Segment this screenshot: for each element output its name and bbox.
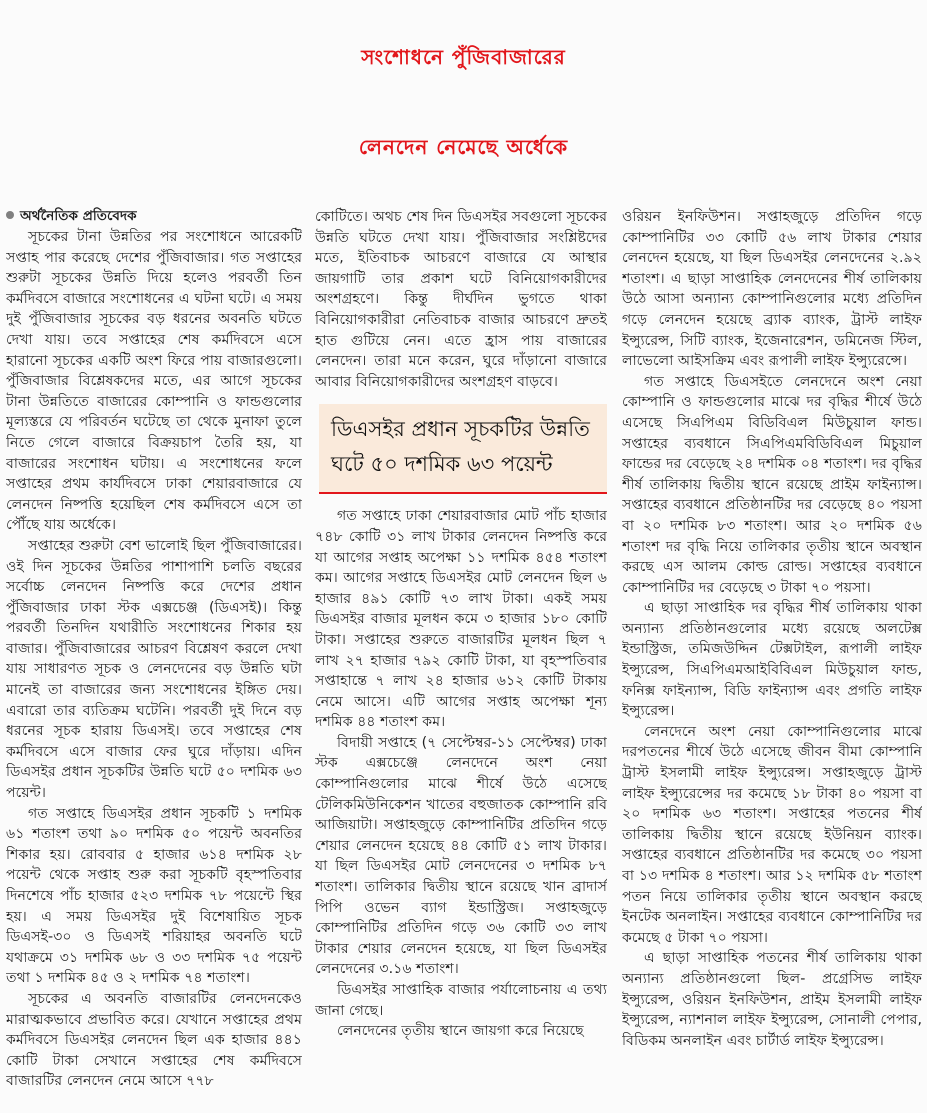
byline <box>6 207 302 225</box>
paragraph: গত সপ্তাহে ডিএসইতে লেনদেনে অংশ নেয়া কোম্পানি ও ফান্ডগুলোর মাঝে দর বৃদ্ধির শীর্ষে উঠে এসেছে সিএপিএম বিডিবিএল মিউচুয়াল ফান্ড। সপ্তাহের ব্যবধানে সিএপিএমবিডিবিএল মিচুয়াল ফান্ডের দর বেড়েছে ২৪ দশমিক ০৪ শতাংশ। দর বৃদ্ধির শীর্ষ তালিকায় দ্বিতীয় স্থানে রয়েছে প্রাইম ফাইন্যান্স। সপ্তাহের ব্যবধানে প্রতিষ্ঠানটির দর বেড়েছে ৪০ পয়সা বা ২০ দশমিক ৮৩ শতাংশ। আর ২০ দশমিক ৫৬ শতাংশ দর বৃদ্ধি নিয়ে তালিকার তৃতীয় স্থানে অবস্থান করছে এস আলম কোল্ড রোল্ড। সপ্তাহের ব্যবধানে কোম্পানিটির দর বেড়েছে ৩ টাকা ৭০ পয়সা। <box>622 373 922 596</box>
paragraph: সপ্তাহের শুরুটা বেশ ভালোই ছিল পুঁজিবাজারের। ওই দিন সূচকের উন্নতির পাশাপাশি চলতি বছরের সর্বোচ্চ লেনদেন নিষ্পত্তি করে দেশের প্রধান পুঁজিবাজার ঢাকা স্টক এক্সচেঞ্জ (ডিএসই)। কিন্তু পরবর্তী তিনদিন যথারীতি সংশোধনের শিকার হয় বাজার। পুঁজিবাজারের আচরণ বিশ্লেষণ করলে দেখা যায় সাধারণত সূচক ও লেনদেনের বড় উন্নতি ঘটা মানেই তা বাজারের জন্য সংশোধনের ইঙ্গিত দেয়। এবারো তার ব্যতিক্রম ঘটেনি। পরবর্তী দুই দিনে বড় ধরনের সূচক হারায় ডিএসই। তবে সপ্তাহের শেষ কর্মদিবসে এসে বাজার ফের ঘুরে দাঁড়ায়। এদিন ডিএসইর প্রধান সূচকটির উন্নতি ঘটে ৫০ দশমিক ৬৩ পয়েন্ট। <box>6 537 302 802</box>
headline-line-1: সংশোধনে পুঁজিবাজারের <box>361 45 566 69</box>
paragraph: গত সপ্তাহে ঢাকা শেয়ারবাজার মোট পাঁচ হাজার ৭৪৮ কোটি ৩১ লাখ টাকার লেনদেন নিষ্পত্তি করে যা আগের সপ্তাহ অপেক্ষা ১১ দশমিক ৪৫৪ শতাংশ কম। আগের সপ্তাহে ডিএসইর মোট লেনদেন ছিল ৬ হাজার ৪৯১ কোটি ৭৩ লাখ টাকা। একই সময় ডিএসইর বাজার মূলধন কমে ৩ হাজার ১৮০ কোটি টাকা। সপ্তাহের শুরুতে বাজারটির মূলধন ছিল ৭ লাখ ২৭ হাজার ৭৯২ কোটি টাকা, যা বৃহস্পতিবার সপ্তাহান্তে ৭ লাখ ২৪ হাজার ৬১২ কোটি টাকায় নেমে আসে। এটি আগের সপ্তাহ অপেক্ষা শূন্য দশমিক ৪৪ শতাংশ কম। <box>315 508 607 731</box>
paragraph: সূচকের টানা উন্নতির পর সংশোধনে আরেকটি সপ্তাহ পার করেছে দেশের পুঁজিবাজার। গত সপ্তাহের শুরুটা সূচকের উন্নতি দিয়ে হলেও পরবর্তী তিন কর্মদিবসে বাজারে সংশোধনের এ ঘটনা ঘটে। এ সময় দুই পুঁজিবাজার সূচকের বড় ধরনের অবনতি ঘটতে দেখা যায়। তবে সপ্তাহের শেষ কর্মদিবসে এসে হারানো সূচকের একটি অংশ ফিরে পায় বাজারগুলো। পুঁজিবাজার বিশ্লেষকদের মতে, এর আগে সূচকের টানা উন্নতিতে বাজারের কোম্পানি ও ফান্ডগুলোর মূল্যস্তরে যে পরিবর্তন ঘটেছে তা থেকে মুনাফা তুলে নিতে গেলে বাজারে বিক্রয়চাপ তৈরি হয়, যা বাজারের সংশোধন ঘটায়। এ সংশোধনের ফলে সপ্তাহের প্রথম কার্যদিবসে ঢাকা শেয়ারবাজারে যে লেনদেন নিষ্পত্তি হয়েছিল শেষ কর্মদিবসে এসে তা পৌঁছে যায় অর্ধেকে। <box>6 229 302 534</box>
article-column-1 <box>6 207 302 1107</box>
paragraph: কোটিতে। অথচ শেষ দিন ডিএসইর সবগুলো সূচকের উন্নতি ঘটতে দেখা যায়। পুঁজিবাজার সংশ্লিষ্টদের মতে, ইতিবাচক আচরণে বাজারে যে আস্থার জায়গাটি তার প্রকাশ ঘটে বিনিয়োগকারীদের অংশগ্রহণে। কিন্তু দীর্ঘদিন ভুগতে থাকা বিনিয়োগকারীরা নেতিবাচক বাজার আচরণে দ্রুতই হাত গুটিয়ে নেন। এতে হ্রাস পায় বাজারের লেনদেন। তারা মনে করেন, ঘুরে দাঁড়ানো বাজারে আবার বিনিয়োগকারীদের অংশগ্রহণ বাড়বে। <box>315 209 607 390</box>
byline-text: অর্থনৈতিক প্রতিবেদক <box>20 208 137 224</box>
headline-line-2: লেনদেন নেমেছে অর্ধেকে <box>358 135 569 159</box>
paragraph: লেনদেনে অংশ নেয়া কোম্পানিগুলোর মাঝে দরপতনের শীর্ষে উঠে এসেছে জীবন বীমা কোম্পানি ট্রাস্ট ইসলামী লাইফ ইন্স্যুরেন্স। সপ্তাহজুড়ে ট্রাস্ট লাইফ ইন্স্যুরেন্সের দর কমেছে ১৮ টাকা ৪০ পয়সা বা ২০ দশমিক ৬৩ শতাংশ। সপ্তাহের পতনের শীর্ষ তালিকায় দ্বিতীয় স্থানে রয়েছে ইউনিয়ন ব্যাংক। সপ্তাহের ব্যবধানে প্রতিষ্ঠানটির দর কমেছে ৩০ পয়সা বা ১৩ দশমিক ৪ শতাংশ। আর ১২ দশমিক ৫৮ শতাংশ পতন নিয়ে তালিকার তৃতীয় স্থানে অবস্থান করছে ইনটেক অনলাইন। সপ্তাহের ব্যবধানে কোম্পানিটির দর কমেছে ৫ টাকা ৭০ পয়সা। <box>622 723 922 946</box>
paragraph: গত সপ্তাহে ডিএসইর প্রধান সূচকটি ১ দশমিক ৬১ শতাংশ তথা ৯০ দশমিক ৫০ পয়েন্ট অবনতির শিকার হয়। রোববার ৫ হাজার ৬১৪ দশমিক ২৮ পয়েন্ট থেকে সপ্তাহ শুরু করা সূচকটি বৃহস্পতিবার দিনশেষে পাঁচ হাজার ৫২৩ দশমিক ৭৮ পয়েন্টে স্থির হয়। এ সময় ডিএসইর দুই বিশেষায়িত সূচক ডিএসই-৩০ ও ডিএসই শরিয়াহর অবনতি ঘটে যথাক্রমে ৩১ দশমিক ৬৮ ও ৩৩ দশমিক ৭৫ পয়েন্ট তথা ১ দশমিক ৪৫ ও ২ দশমিক ৭৪ শতাংশ। <box>6 805 302 987</box>
bullet-icon <box>6 211 14 219</box>
article-column-3 <box>622 207 922 1107</box>
paragraph: সূচকের এ অবনতি বাজারটির লেনদেনকেও মারাত্মকভাবে প্রভাবিত করে। যেখানে সপ্তাহের প্রথম কর্মদিবসে ডিএসইর লেনদেন ছিল এক হাজার ৪৪১ কোটি টাকা সেখানে সপ্তাহের শেষ কর্মদিবসে বাজারটির লেনদেন নেমে আসে ৭৭৮ <box>6 990 302 1090</box>
paragraph: ওরিয়ন ইনফিউশন। সপ্তাহজুড়ে প্রতিদিন গড়ে কোম্পানিটির ৩৩ কোটি ৫৬ লাখ টাকার শেয়ার লেনদেন হয়েছে, যা ছিল ডিএসইর লেনদেনের ২.৯২ শতাংশ। এ ছাড়া সাপ্তাহিক লেনদেনের শীর্ষ তালিকায় উঠে আসা অন্যান্য কোম্পানিগুলোর মধ্যে প্রতিদিন গড়ে লেনদেন হয়েছে ব্র্যাক ব্যাংক, ট্রাস্ট লাইফ ইন্স্যুরেন্স, সিটি ব্যাংক, ইজেনারেশন, ডমিনেজ স্টিল, লাভেলো আইসক্রিম এবং রূপালী লাইফ ইন্স্যুরেন্সে। <box>622 209 922 370</box>
paragraph: ডিএসইর সাপ্তাহিক বাজার পর্যালোচনায় এ তথ্য জানা গেছে। <box>315 982 607 1019</box>
paragraph: বিদায়ী সপ্তাহে (৭ সেপ্টেম্বর-১১ সেপ্টেম্বর) ঢাকা স্টক এক্সচেঞ্জে লেনদেনে অংশ নেয়া কোম্পানিগুলোর মাঝে শীর্ষে উঠে এসেছে টেলিকমিউনিকেশন খাতের বহুজাতক কোম্পানি রবি আজিয়াটা। সপ্তাহজুড়ে কোম্পানিটির প্রতিদিন গড়ে শেয়ার লেনদেন হয়েছে ৪৪ কোটি ৫১ লাখ টাকার। যা ছিল ডিএসইর মোট লেনদেনের ৩ দশমিক ৮৭ শতাংশ। তালিকার দ্বিতীয় স্থানে রয়েছে খান ব্রাদার্স পিপি ওভেন ব্যাগ ইন্ডাস্ট্রিজ। সপ্তাহজুড়ে কোম্পানিটির প্রতিদিন গড়ে ৩৬ কোটি ৩৩ লাখ টাকার শেয়ার লেনদেন হয়েছে, যা ছিল ডিএসইর লেনদেনের ৩.১৬ শতাংশ। <box>315 734 607 978</box>
paragraph: এ ছাড়া সাপ্তাহিক পতনের শীর্ষ তালিকায় থাকা অন্যান্য প্রতিষ্ঠানগুলো ছিল- প্রগ্রেসিভ লাইফ ইন্স্যুরেন্স, ওরিয়ন ইনফিউশন, প্রাইম ইসলামী লাইফ ইন্স্যুরেন্স, ন্যাশনাল লাইফ ইন্স্যুরেন্স, সোনালী পেপার, বিডিকম অনলাইন এবং চার্টার্ড লাইফ ইন্স্যুরেন্স। <box>622 950 922 1049</box>
pull-quote: ডিএসইর প্রধান সূচকটির উন্নতি ঘটে ৫০ দশমিক ৬৩ পয়েন্ট <box>319 404 607 494</box>
paragraph: লেনদেনের তৃতীয় স্থানে জায়গা করে নিয়েছে <box>337 1023 584 1040</box>
paragraph: এ ছাড়া সাপ্তাহিক দর বৃদ্ধির শীর্ষ তালিকায় থাকা অন্যান্য প্রতিষ্ঠানগুলোর মধ্যে রয়েছে অলটেক্স ইন্ডাস্ট্রিজ, তমিজউদ্দিন টেক্সটাইল, রূপালী লাইফ ইন্স্যুরেন্স, সিএপিএমআইবিবিএল মিউচুয়াল ফান্ড, ফনিক্স ফাইন্যান্স, বিডি ফাইন্যান্স এবং প্রগতি লাইফ ইন্স্যুরেন্স। <box>622 600 922 720</box>
article-column-2 <box>315 207 607 1107</box>
